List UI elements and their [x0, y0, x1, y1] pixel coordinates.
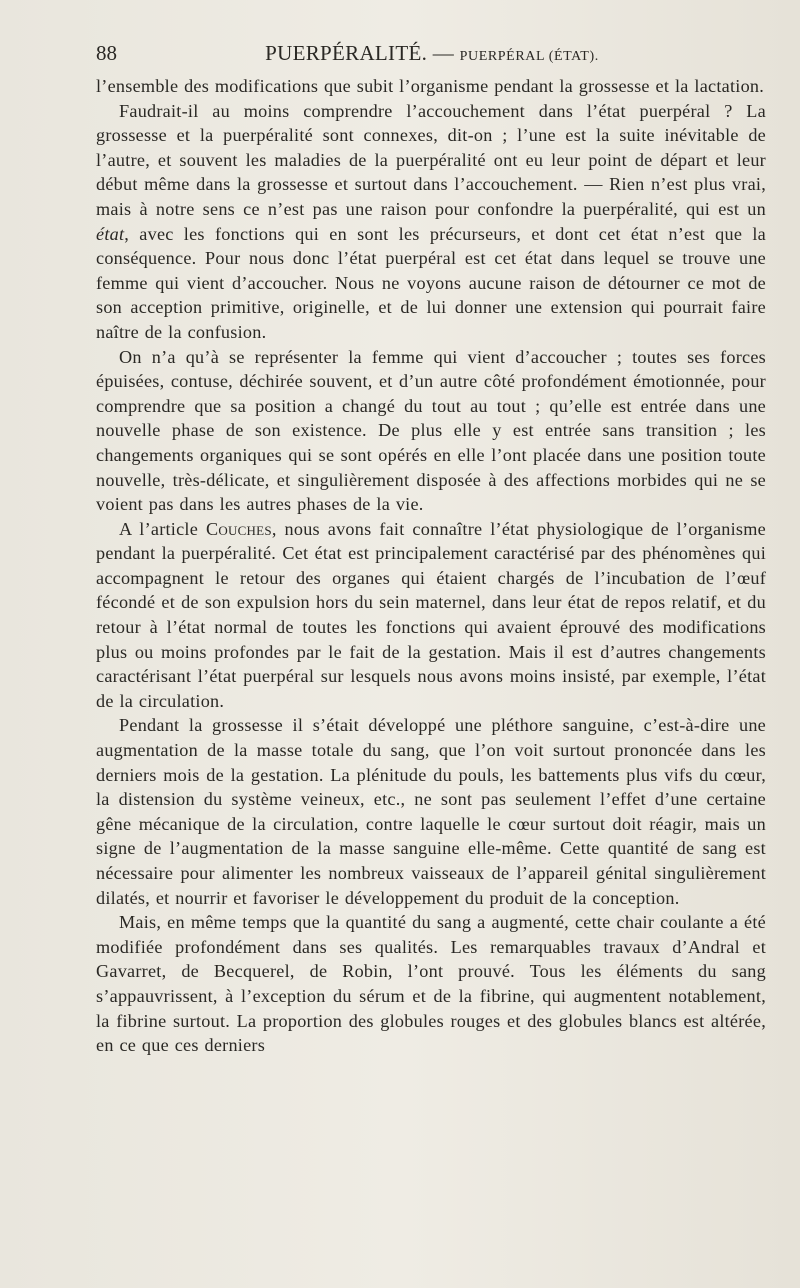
paragraph-2 — [96, 99, 766, 345]
paragraph-text: A l’article — [119, 518, 206, 539]
paragraph-text: On n’a qu’à se représenter la femme qui vient d’accoucher ; toutes ses forces épuisées, contuse, déchirée souvent, et d’un autre côté profondément émotionnée, pour comprendre que sa position a changé du tout au tout ; qu’elle est entrée dans une nouvelle phase de son existence. De plus elle y est entrée sans transition ; les changements organiques qui se sont opérés en elle l’ont placée dans une position toute nouvelle, très-délicate, et singulièrement disposée à des affections morbides qui ne se voient pas dans les autres phases de la vie. — [96, 346, 766, 515]
running-head-title: PUERPÉRALITÉ. — [265, 41, 428, 65]
paragraph-text: Pendant la grossesse il s’était développé une pléthore sanguine, c’est-à-dire une augmentation de la masse totale du sang, que l’on voit surtout prononcée dans les derniers mois de la gestation. La plénitude du pouls, les battements plus vifs du cœur, la distension du système veineux, etc., ne sont pas seulement l’effet d’une certaine gêne mécanique de la circulation, contre laquelle le cœur surtout doit réagir, mais un signe de l’augmentation de la masse sanguine elle-même. Cette quantité de sang est nécessaire pour alimenter les nombreux vaisseaux de l’appareil génital singulièrement dilatés, et nourrir et favoriser le développement du produit de la conception. — [96, 715, 766, 908]
body-text — [96, 74, 766, 1058]
smallcaps-text: Couches — [205, 518, 272, 539]
paragraph-1 — [96, 74, 766, 99]
paragraph-text: Mais, en même temps que la quantité du sang a augmenté, cette chair coulante a été modifiée profondément dans ses qualités. Les remarquables travaux d’Andral et Gavarret, de Becquerel, de Robin, l’ont prouvé. Tous les éléments du sang s’appauvrissent, à l’exception du sérum et de la fibrine, qui augmentent notablement, la fibrine surtout. La proportion des globules rouges et des globules blancs est altérée, en ce que ces derniers — [96, 912, 766, 1056]
paragraph-4 — [96, 517, 766, 714]
running-head-subtitle: PUERPÉRAL (ÉTAT). — [459, 49, 599, 64]
paragraph-6 — [96, 910, 766, 1058]
page-number: 88 — [96, 41, 117, 65]
paragraph-text: l’ensemble des modifications que subit l’organisme pendant la grossesse et la lactation. — [96, 76, 765, 96]
running-head — [96, 38, 768, 72]
italic-text: état — [96, 223, 125, 244]
paragraph-3 — [96, 345, 766, 517]
paragraph-5 — [96, 713, 766, 910]
running-head-dash: — — [432, 41, 455, 65]
paragraph-text: , avec les fonctions qui en sont les précurseurs, et dont cet état n’est que la conséquence. Pour nous donc l’état puerpéral est cet état dans lequel se trouve une femme qui vient d’accoucher. Nous ne voyons aucune raison de détourner ce mot de son acception primitive, originelle, et de lui donner une extension qui pourrait faire naître de la confusion. — [96, 223, 766, 342]
paragraph-text: , nous avons fait connaître l’état physiologique de l’organisme pendant la puerpéralité. Cet état est principalement caractérisé par des phénomènes qui accompagnent le retour des organes qui étaient chargés de l’incubation de l’œuf fécondé et de son expulsion hors du sein maternel, dans leur état de repos relatif, et du retour à l’état normal de toutes les fonctions qui avaient éprouvé des modifications plus ou moins profondes par le fait de la gestation. Mais il est d’autres changements caractérisant l’état puerpéral sur lesquels nous avons moins insisté, par exemple, l’état de la circulation. — [96, 518, 766, 711]
paragraph-text: Faudrait-il au moins comprendre l’accouchement dans l’état puerpéral ? La grossesse et la puerpéralité sont connexes, dit-on ; l’une est la suite inévitable de l’autre, et souvent les maladies de la puerpéralité ont eu leur point de départ et leur début même dans la grossesse et surtout dans l’accouchement. — Rien n’est plus vrai, mais à notre sens ce n’est pas une raison pour confondre la puerpéralité, qui est un — [96, 100, 766, 219]
page-header — [96, 38, 768, 68]
